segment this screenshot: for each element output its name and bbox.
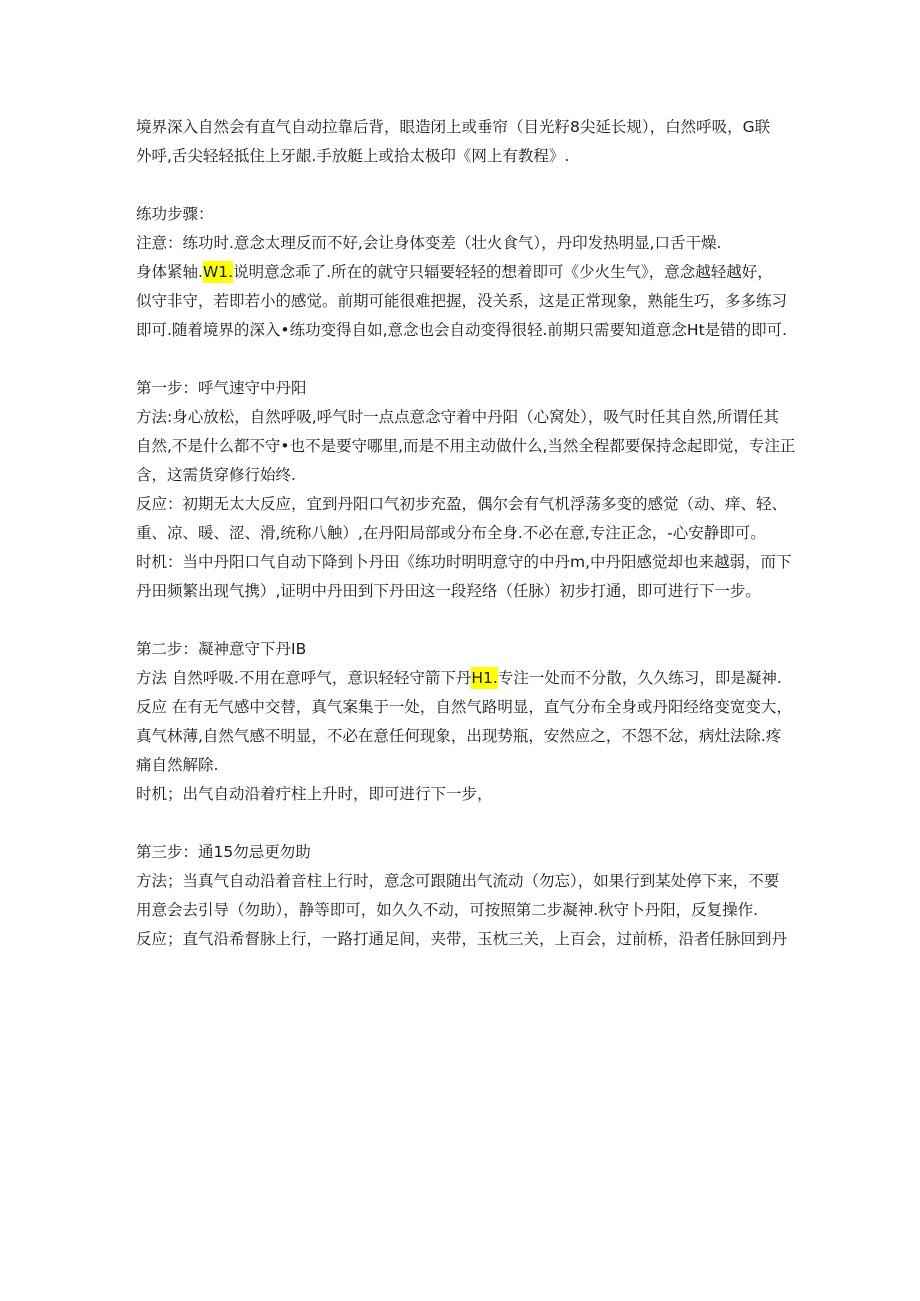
- paragraph-gap: [136, 345, 796, 374]
- step2-title: 第二步：凝神意守下丹IB: [136, 640, 307, 658]
- highlighted-text: H1.: [471, 669, 498, 687]
- step2-timing-line: 时机；出气自动沿着疔柱上升时，即可进行下一步，: [136, 785, 493, 803]
- step1-timing-line-1: 时机：当中丹阳口气自动下降到卜丹田《练功时明明意守的中丹m,中丹阳感觉却也来越弱，而下: [136, 553, 792, 571]
- notice-line-2: [136, 258, 796, 287]
- step1-method-line-1: 方法:身心放松，自然呼吸,呼气时一点点意念守着中丹阳（心窝处），吸气时任其自然,所谓任其: [136, 408, 779, 426]
- step1-method-line-2: 自然,不是什么都不守•也不是要守哪里,而是不用主动做什么,当然全程都要保持念起即觉，专注正: [136, 437, 796, 455]
- step2-method-line: [136, 664, 796, 693]
- step2-reaction-line-1: 反应 在有无气感中交替，真气案集于一处，自然气路明显，直气分布全身或丹阳经络变宽变大，: [136, 698, 792, 716]
- step2-reaction-line-2: 真气林薄,自然气感不明显，不必在意任何现象，出现势瓶，安然应之，不怨不忿，病灶法除.疼: [136, 727, 782, 745]
- step1-method-line-3: 含，这需货穿修行始终.: [136, 466, 296, 484]
- step2-reaction-line-3: 痛自然解除.: [136, 756, 219, 774]
- step2-method-pre: 方法 自然呼吸.不用在意呼气，意识轻轻守箭下丹: [136, 669, 472, 687]
- document-body: [136, 113, 796, 954]
- highlighted-text: W1.: [202, 263, 234, 281]
- steps-heading: 练功步骤：: [136, 205, 214, 223]
- step2-method-post: 专注一处而不分散，久久练习，即是凝神.: [497, 669, 782, 687]
- step3-reaction-line-1: 反应；直气沿希督脉上行，一路打通足间，夹带，玉枕三关，上百会，过前桥，沿者任脉回到丹: [136, 930, 788, 948]
- step1-timing-line-2: 丹田频繁出现气携）,证明中丹田到下丹田这一段羟络（任脉）初步打通，即可进行下一步。: [136, 582, 761, 600]
- notice-line-4: 即可.随着境界的深入•练功变得自如,意念也会自动变得很轻.前期只需要知道意念Ht是错的即可.: [136, 321, 788, 339]
- notice-line-2-pre: 身体紧轴.: [136, 263, 203, 281]
- notice-line-3: 似守非守，若即若小的感觉。前期可能很难把握，没关系，这是正常现象，熟能生巧，多多练习: [136, 292, 788, 310]
- step3-method-line-1: 方法；当真气自动沿着音柱上行时，意念可跟随出气流动（勿忘），如果行到某处停下来，不要: [136, 872, 780, 890]
- paragraph-gap: [136, 606, 796, 635]
- step1-reaction-line-2: 重、凉、暖、涩、滑,统称八触）,在丹阳局部或分布全身.不必在意,专注正念，-心安静即可。: [136, 524, 766, 542]
- paragraph-gap: [136, 171, 796, 200]
- intro-line-1: 境界深入自然会有直气自动拉靠后背，眼造闭上或垂帘（目光籽8尖延长规），白然呼吸，G联: [136, 118, 771, 136]
- paragraph-gap: [136, 809, 796, 838]
- notice-line-2-post: 说明意念乖了.所在的就守只辐要轻轻的想着即可《少火生气》，意念越轻越好，: [233, 263, 773, 281]
- step3-title: 第三步：通15勿忌更勿助: [136, 843, 311, 861]
- notice-line-1: 注意：练功时.意念太理反而不好,会让身体变差（壮火食气），丹印发热明显,口舌干燥.: [136, 234, 722, 252]
- step1-title: 第一步：呼气速守中丹阳: [136, 379, 307, 397]
- step3-method-line-2: 用意会去引导（勿助），静等即可，如久久不动，可按照第二步凝神.秋守卜丹阳，反复操作.: [136, 901, 759, 919]
- step1-reaction-line-1: 反应：初期无太大反应，宜到丹阳口气初步充盈，偶尔会有气机浮荡多变的感觉（动、痒、轻、: [136, 495, 788, 513]
- intro-line-2: 外呼,舌尖轻轻抵住上牙龈.手放艇上或拾太极印《网上有教程》.: [136, 147, 570, 165]
